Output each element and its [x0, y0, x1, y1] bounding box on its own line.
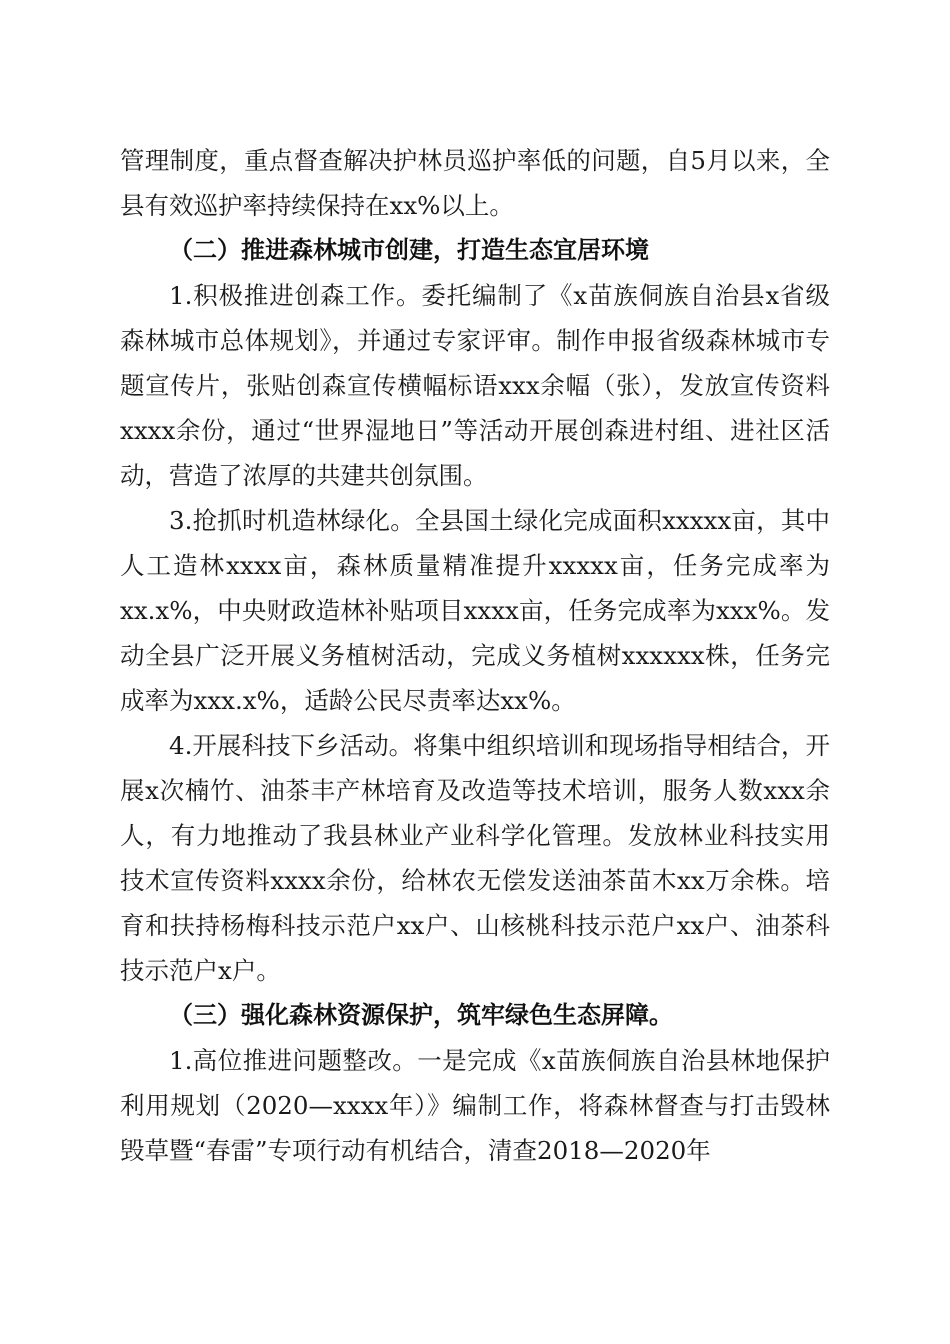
document-body: [120, 138, 830, 1173]
section-heading-forest-city: （二）推进森林城市创建，打造生态宜居环境: [169, 236, 649, 264]
paragraph-patrol-management: 管理制度，重点督查解决护林员巡护率低的问题，自5月以来，全县有效巡护率持续保持在xx%以上。: [120, 146, 830, 220]
section-heading-forest-protection: （三）强化森林资源保护，筑牢绿色生态屏障。: [169, 1001, 673, 1029]
paragraph-forest-city-creation: 1.积极推进创森工作。委托编制了《x苗族侗族自治县x省级森林城市总体规划》，并通过专家评审。制作申报省级森林城市专题宣传片，张贴创森宣传横幅标语xxx余幅（张），发放宣传资料xxxx余份，通过“世界湿地日”等活动开展创森进村组、进社区活动，营造了浓厚的共建共创氛围。: [120, 281, 830, 490]
paragraph-problem-rectification: 1.高位推进问题整改。一是完成《x苗族侗族自治县林地保护利用规划（2020—xxxx年）》编制工作，将森林督查与打击毁林毁草暨“春雷”专项行动有机结合，清查2018—2020年: [120, 1046, 830, 1165]
paragraph-tech-to-countryside: 4.开展科技下乡活动。将集中组织培训和现场指导相结合，开展x次楠竹、油茶丰产林培育及改造等技术培训，服务人数xxx余人，有力地推动了我县林业产业科学化管理。发放林业科技实用技术宣传资料xxxx余份，给林农无偿发送油茶苗木xx万余株。培育和扶持杨梅科技示范户xx户、山核桃科技示范户xx户、油茶科技示范户x户。: [120, 731, 830, 985]
paragraph-afforestation: 3.抢抓时机造林绿化。全县国土绿化完成面积xxxxx亩，其中人工造林xxxx亩，森林质量精准提升xxxxx亩，任务完成率为xx.x%，中央财政造林补贴项目xxxx亩，任务完成率为xxx%。发动全县广泛开展义务植树活动，完成义务植树xxxxxx株，任务完成率为xxx.x%，适龄公民尽责率达xx%。: [120, 506, 830, 715]
